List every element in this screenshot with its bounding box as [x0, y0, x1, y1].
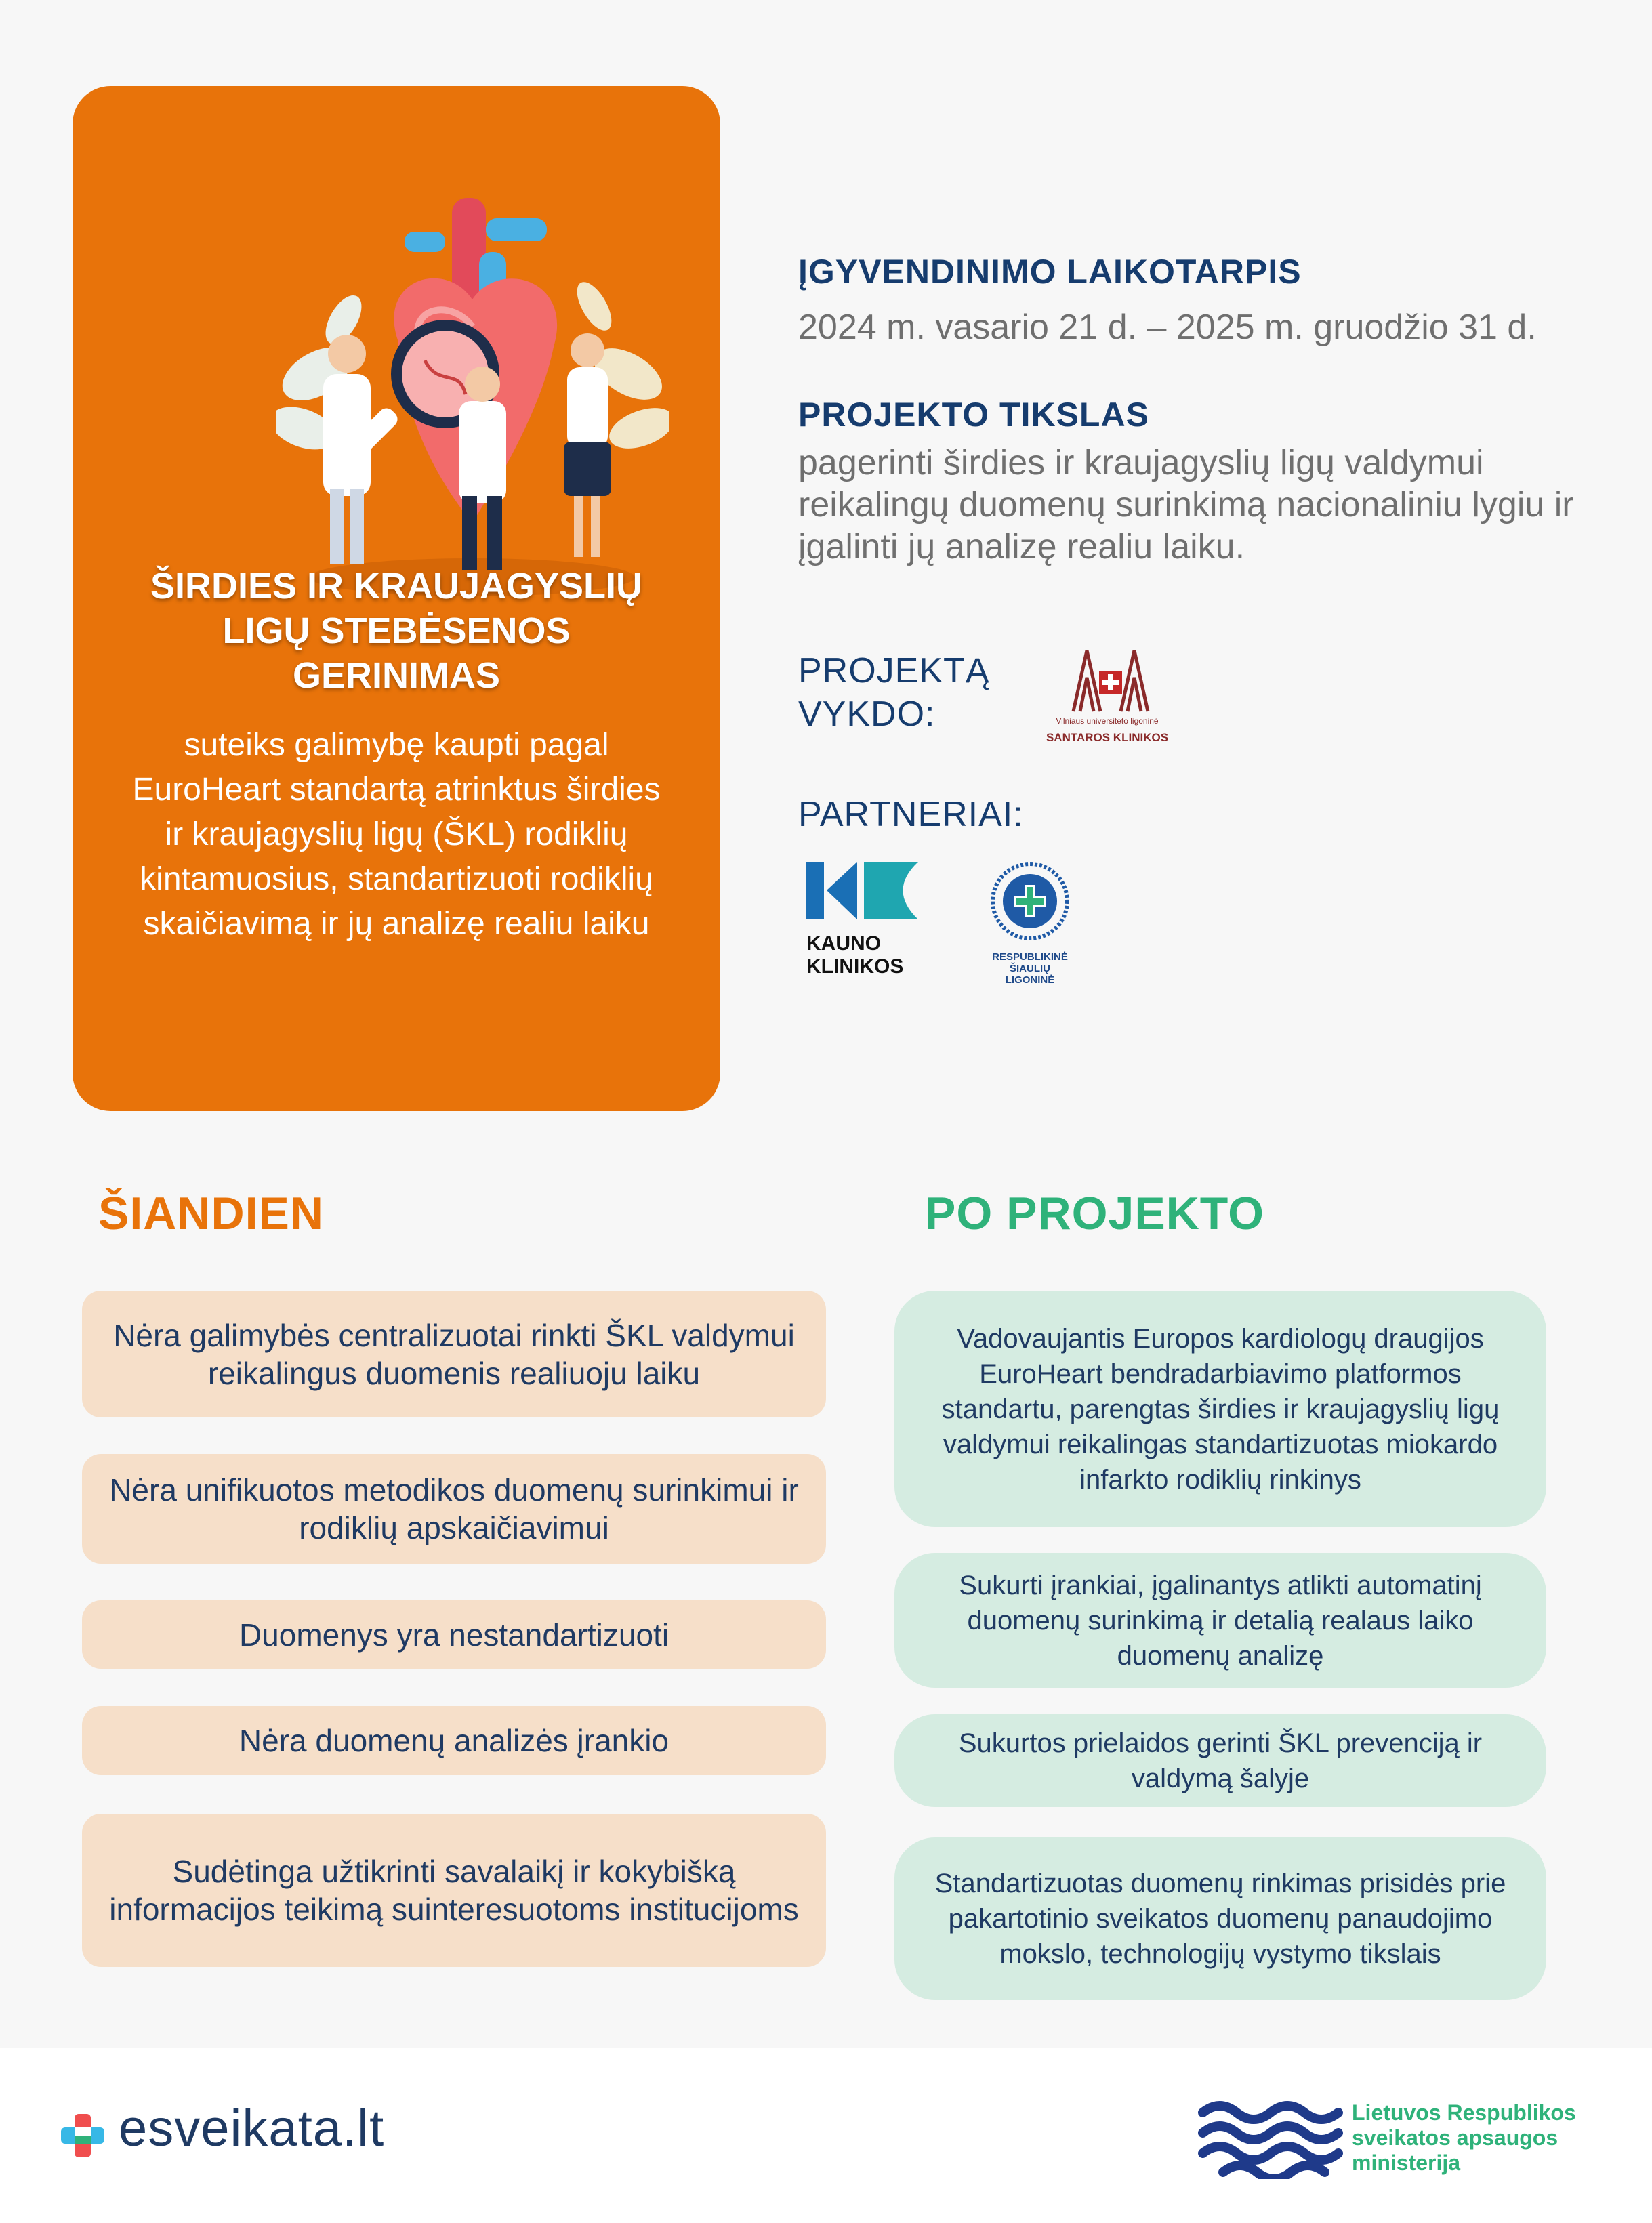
hero-card [73, 86, 720, 1111]
santaros-name: SANTAROS KLINIKOS [1046, 731, 1169, 744]
esveikata-plus-icon [61, 2114, 104, 2157]
after-card: Sukurti įrankiai, įgalinantys atlikti automatinį duomenų surinkimą ir detalią realaus laiko duomenų analizę [894, 1553, 1546, 1688]
hero-description: suteiks galimybę kaupti pagal EuroHeart standartą atrinktus širdies ir kraujagyslių ligų (ŠKL) rodiklių kintamuosius, standartizuoti rodiklių skaičiavimą ir jų analizę realiu laiku [132, 727, 661, 942]
heart-doctors-illustration [276, 171, 669, 604]
ministry-name: Lietuvos Respublikos sveikatos apsaugos ministerija [1352, 2100, 1576, 2175]
goal-heading: PROJEKTO TIKSLAS [798, 396, 1149, 434]
today-heading: ŠIANDIEN [98, 1188, 324, 1239]
today-card: Sudėtinga užtikrinti savalaikį ir kokybišką informacijos teikimą suinteresuotoms institucijoms [82, 1814, 826, 1967]
today-card: Nėra galimybės centralizuotai rinkti ŠKL valdymui reikalingus duomenis realiuoju laiku [82, 1291, 826, 1417]
santaros-klinikos-logo [1039, 647, 1175, 749]
period-text: 2024 m. vasario 21 d. – 2025 m. gruodžio 31 d. [798, 308, 1537, 347]
period-heading: ĮGYVENDINIMO LAIKOTARPIS [798, 253, 1302, 291]
siauliu-emblem-icon [991, 862, 1069, 940]
today-card: Nėra duomenų analizės įrankio [82, 1706, 826, 1775]
after-project-heading: PO PROJEKTO [925, 1188, 1264, 1239]
siauliu-name: RESPUBLIKINĖ ŠIAULIŲ LIGONINĖ [992, 951, 1068, 986]
kauno-klinikos-logo [806, 862, 922, 984]
after-card: Standartizuotas duomenų rinkimas prisidės prie pakartotinio sveikatos duomenų panaudojimo mokslo, technologijų vystymo tikslais [894, 1837, 1546, 2000]
hero-title: ŠIRDIES IR KRAUJAGYSLIŲ LIGŲ STEBĖSENOS GERINIMAS [150, 566, 643, 696]
executor-label: PROJEKTĄ VYKDO: [798, 651, 990, 734]
after-card: Vadovaujantis Europos kardiologų draugijos EuroHeart bendradarbiavimo platformos standartu, parengtas širdies ir kraujagyslių ligų valdymui reikalingas standartizuotas miokardo infarkto rodiklių rinkinys [894, 1291, 1546, 1527]
after-card: Sukurtos prielaidos gerinti ŠKL prevenciją ir valdymą šalyje [894, 1714, 1546, 1807]
ministry-emblem-icon [1196, 2099, 1345, 2179]
esveikata-link[interactable]: esveikata.lt [119, 2100, 385, 2157]
today-card: Duomenys yra nestandartizuoti [82, 1600, 826, 1669]
siauliu-ligonine-logo [986, 862, 1074, 991]
santaros-subtitle: Vilniaus universiteto ligoninė [1056, 716, 1159, 726]
santaros-emblem-icon [1067, 647, 1155, 715]
partners-label: PARTNERIAI: [798, 795, 1024, 834]
today-card: Nėra unifikuotos metodikos duomenų surinkimui ir rodiklių apskaičiavimui [82, 1454, 826, 1564]
kauno-emblem-icon [806, 862, 918, 923]
goal-text: pagerinti širdies ir kraujagyslių ligų valdymui reikalingų duomenų surinkimą nacionaliniu lygiu ir įgalinti jų analizę realiu laiku. [798, 443, 1574, 566]
kauno-name: KAUNO KLINIKOS [806, 932, 904, 978]
